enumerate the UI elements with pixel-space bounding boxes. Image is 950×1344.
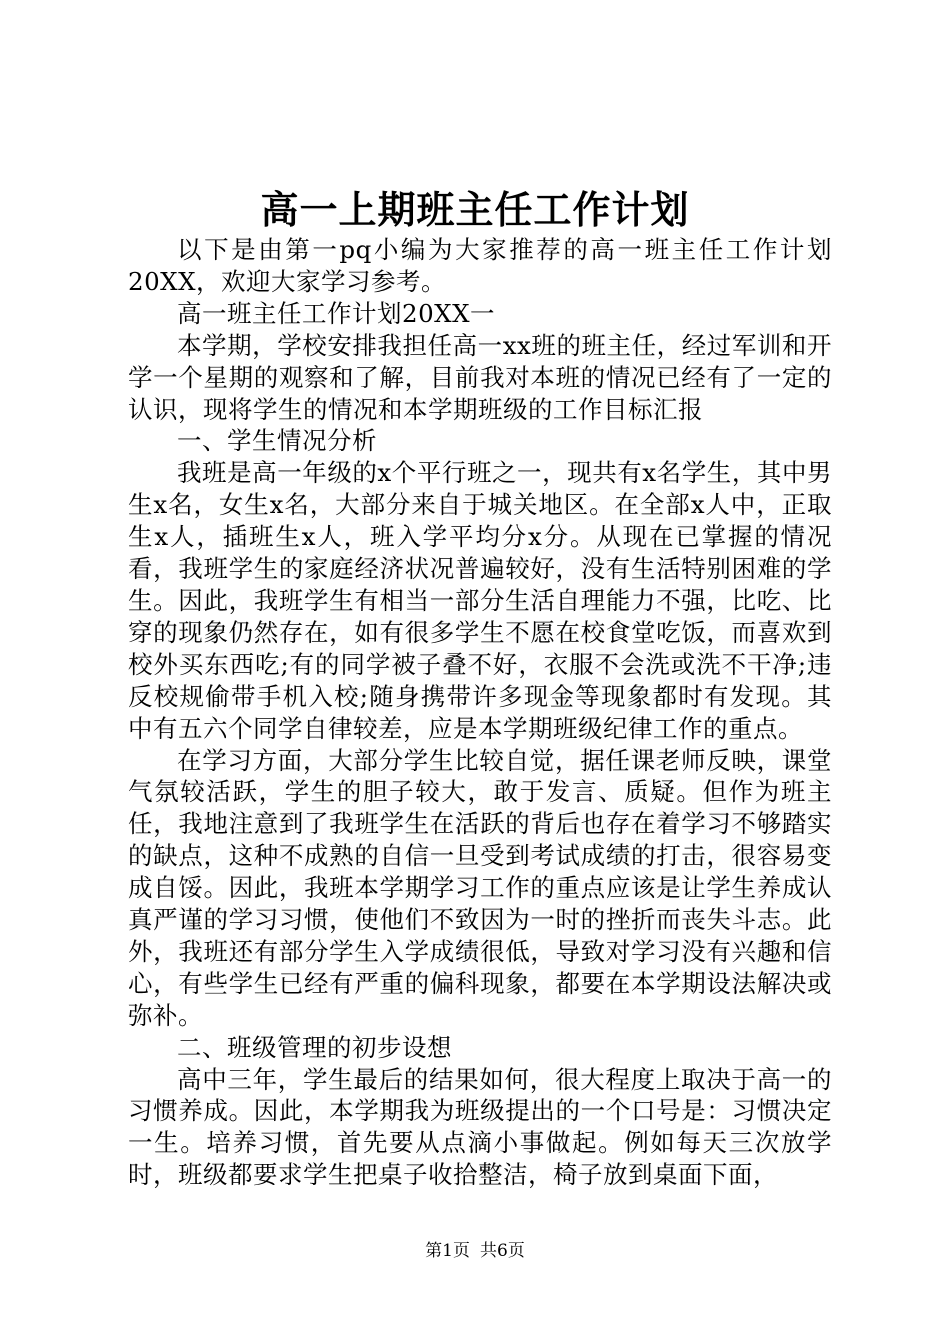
opening-paragraph: 本学期，学校安排我担任高一xx班的班主任，经过军训和开学一个星期的观察和了解，目前我对本班的情况已经有了一定的认识，现将学生的情况和本学期班级的工作目标汇报 (128, 330, 832, 424)
intro-paragraph: 以下是由第一pq小编为大家推荐的高一班主任工作计划20XX，欢迎大家学习参考。 (128, 235, 832, 296)
management-paragraph: 高中三年，学生最后的结果如何，很大程度上取决于高一的习惯养成。因此，本学期我为班级提出的一个口号是：习惯决定一生。培养习惯，首先要从点滴小事做起。例如每天三次放学时，班级都要求学生把桌子收拾整洁，椅子放到桌面下面， (128, 1064, 832, 1190)
study-paragraph: 在学习方面，大部分学生比较自觉，据任课老师反映，课堂气氛较活跃，学生的胆子较大，敢于发言、质疑。但作为班主任，我地注意到了我班学生在活跃的背后也存在着学习不够踏实的缺点，这种不成熟的自信一旦受到考试成绩的打击，很容易变成自馁。因此，我班本学期学习工作的重点应该是让学生养成认真严谨的学习习惯，使他们不致因为一时的挫折而丧失斗志。此外，我班还有部分学生入学成绩很低，导致对学习没有兴趣和信心，有些学生已经有严重的偏科现象，都要在本学期设法解决或弥补。 (128, 745, 832, 1030)
document-body (128, 234, 832, 1191)
plan-heading: 高一班主任工作计划20XX一 (177, 298, 496, 328)
page-number-total: 共6页 (480, 1241, 525, 1261)
page-number-current: 第1页 (425, 1241, 470, 1261)
section-heading-class-management: 二、班级管理的初步设想 (177, 1032, 452, 1062)
page-footer (0, 1240, 950, 1262)
student-analysis-paragraph: 我班是高一年级的x个平行班之一，现共有x名学生，其中男生x名，女生x名，大部分来自于城关地区。在全部x人中，正取生x人，插班生x人，班入学平均分x分。从现在已掌握的情况看，我班学生的家庭经济状况普遍较好，没有生活特别困难的学生。因此，我班学生有相当一部分生活自理能力不强，比吃、比穿的现象仍然存在，如有很多学生不愿在校食堂吃饭，而喜欢到校外买东西吃;有的同学被子叠不好，衣服不会洗或洗不干净;违反校规偷带手机入校;随身携带许多现金等现象都时有发现。其中有五六个同学自律较差，应是本学期班级纪律工作的重点。 (128, 458, 832, 743)
document-title: 高一上期班主任工作计划 (260, 187, 690, 232)
section-heading-student-analysis: 一、学生情况分析 (177, 426, 377, 456)
